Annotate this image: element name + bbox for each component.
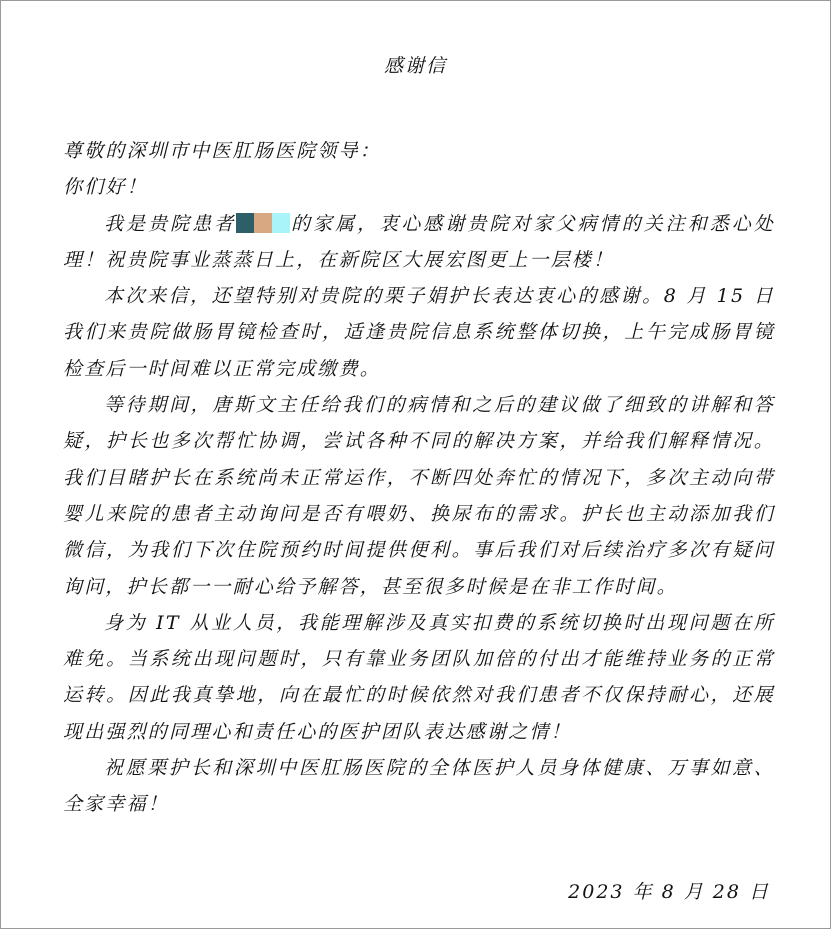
letter-date: 2023 年 8 月 28 日	[568, 881, 770, 903]
paragraph-4: 身为 IT 从业人员，我能理解涉及真实扣费的系统切换时出现问题在所难免。当系统出现问题时，只有靠业务团队加倍的付出才能维持业务的正常运转。因此我真挚地，向在最忙的时候依然对我们患者不仅保持耐心，还展现出强烈的同理心和责任心的医护团队表达感谢之情！	[63, 611, 775, 743]
paragraph-2: 本次来信，还望特别对贵院的栗子娟护长表达衷心的感谢。8 月 15 日我们来贵院做肠胃镜检查时，适逢贵院信息系统整体切换，上午完成肠胃镜检查后一时间难以正常完成缴费。	[63, 285, 775, 380]
paragraph-5: 祝愿栗护长和深圳中医肛肠医院的全体医护人员身体健康、万事如意、全家幸福！	[63, 757, 775, 816]
paragraph-1-start: 我是贵院患者	[104, 212, 237, 235]
redaction-swatch-3	[272, 213, 290, 233]
redaction-swatch-1	[236, 213, 254, 233]
letter-title: 感谢信	[383, 55, 447, 77]
greeting: 你们好！	[63, 176, 148, 199]
paragraph-1	[63, 206, 775, 279]
paragraph-3: 等待期间，唐斯文主任给我们的病情和之后的建议做了细致的讲解和答疑，护长也多次帮忙协调，尝试各种不同的解决方案，并给我们解释情况。我们目睹护长在系统尚未正常运作，不断四处奔忙的情况下，多次主动向带婴儿来院的患者主动询问是否有喂奶、换尿布的需求。护长也主动添加我们微信，为我们下次住院预约时间提供便利。事后我们对后续治疗多次有疑问询问，护长都一一耐心给予解答，甚至很多时候是在非工作时间。	[63, 394, 775, 598]
redaction-swatch-2	[254, 213, 272, 233]
letter-body	[63, 133, 775, 823]
redacted-name-block	[236, 209, 290, 229]
salutation: 尊敬的深圳市中医肛肠医院领导：	[63, 140, 382, 162]
paragraph-1-end: 的家属，衷心感谢贵院对家父病情的关注和悉心处理！祝贵院事业蒸蒸日上，在新院区大展宏图更上一层楼！	[63, 212, 775, 271]
